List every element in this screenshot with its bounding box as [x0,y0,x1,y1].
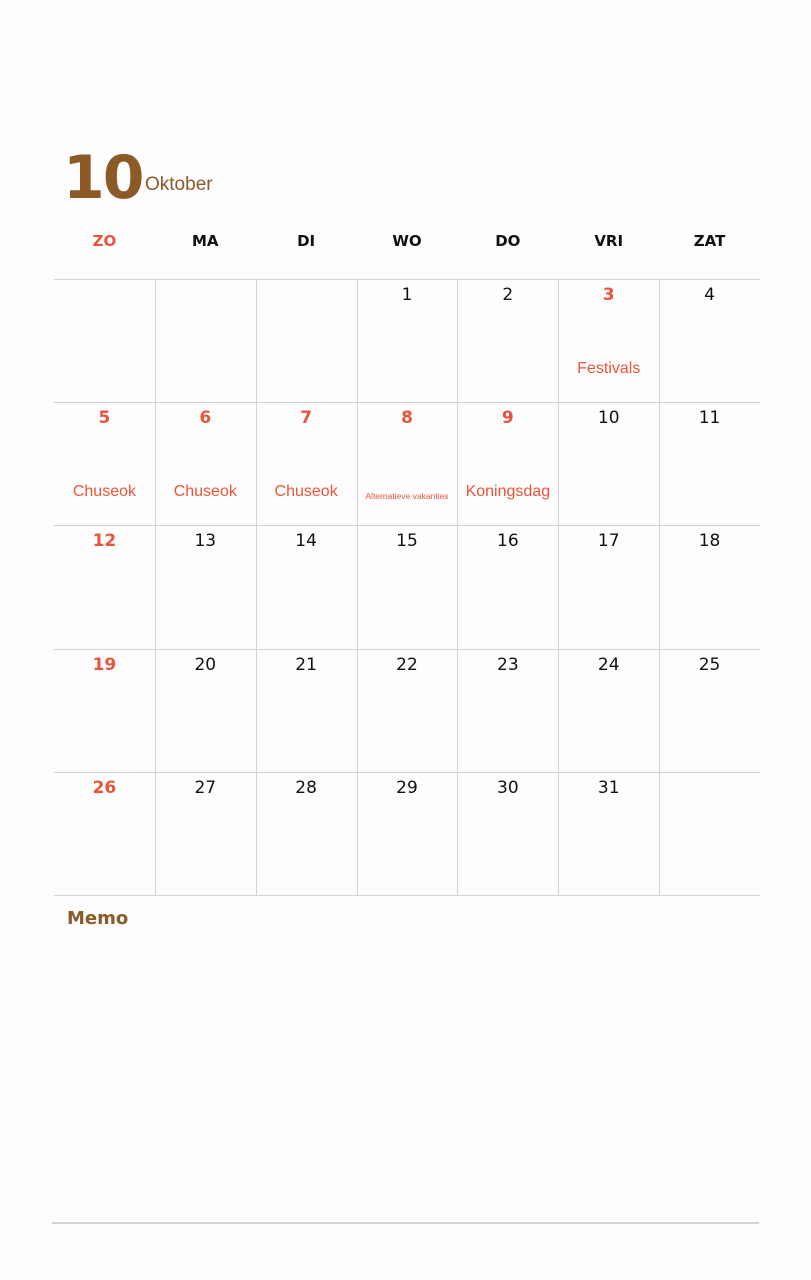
holiday-label: Chuseok [173,483,237,501]
day-cell[interactable] [256,649,357,772]
weekday-header-row [54,228,760,254]
day-number: 11 [698,408,721,429]
day-cell[interactable] [155,772,256,895]
day-number: 30 [497,777,519,798]
day-number: 29 [396,777,418,798]
day-number: 21 [295,654,317,675]
holiday-label: Alternatieve vakanties [365,491,449,502]
empty-day-cell [659,772,760,895]
empty-day-cell [54,279,155,402]
day-number: 14 [295,531,317,552]
day-cell[interactable] [357,525,458,648]
empty-day-cell [256,279,357,402]
day-number: 3 [602,285,615,305]
day-cell[interactable] [357,649,458,772]
empty-day-cell [155,279,256,402]
day-number: 4 [704,285,715,305]
weekday-tuesday: DI [297,232,316,250]
day-cell[interactable] [54,772,155,895]
weekday-wednesday: WO [392,232,422,250]
holiday-label: Festivals [577,360,641,377]
memo-line [52,1222,759,1224]
day-cell[interactable] [54,402,155,525]
day-cell[interactable] [558,402,659,525]
day-cell[interactable] [457,649,558,772]
holiday-label: Koningsdag [465,483,551,501]
day-number: 25 [698,654,721,675]
day-number: 16 [497,531,519,552]
day-number: 23 [497,654,519,675]
day-number: 22 [396,654,418,675]
day-cell[interactable] [155,402,256,525]
day-cell[interactable] [54,649,155,772]
grid-horizontal-line [54,895,760,896]
day-number: 26 [92,777,117,798]
day-number: 18 [698,531,721,552]
day-number: 28 [295,777,317,798]
day-cell[interactable] [457,772,558,895]
day-number: 7 [300,408,313,429]
day-cell[interactable] [357,772,458,895]
weekday-thursday: DO [495,232,521,250]
day-cell[interactable] [558,649,659,772]
day-cell[interactable] [155,525,256,648]
day-number: 9 [501,408,514,429]
day-cell[interactable] [155,649,256,772]
day-number: 1 [401,285,413,305]
weekday-saturday: ZAT [693,232,726,250]
day-cell[interactable] [357,402,458,525]
day-cell[interactable] [659,279,760,402]
day-cell[interactable] [54,525,155,648]
day-cell[interactable] [256,772,357,895]
day-number: 10 [597,408,620,429]
day-number: 19 [92,654,117,675]
weekday-friday: VRI [594,232,624,250]
month-name: Oktober [145,174,213,195]
day-cell[interactable] [659,525,760,648]
day-cell[interactable] [659,402,760,525]
day-cell[interactable] [256,525,357,648]
day-number: 31 [597,777,620,798]
day-number: 2 [502,285,514,305]
weekday-monday: MA [191,232,219,250]
day-cell[interactable] [558,279,659,402]
day-cell[interactable] [357,279,458,402]
month-number: 10 [63,143,143,213]
holiday-label: Chuseok [274,483,338,501]
weekday-sunday: ZO [92,232,117,250]
day-number: 8 [401,408,413,429]
day-cell[interactable] [558,525,659,648]
day-number: 5 [98,408,111,429]
holiday-label: Chuseok [72,483,136,501]
day-number: 17 [597,531,620,552]
day-number: 20 [194,654,217,675]
day-cell[interactable] [457,525,558,648]
day-cell[interactable] [457,279,558,402]
day-number: 13 [194,531,217,552]
memo-label: Memo [67,908,129,929]
day-cell[interactable] [659,649,760,772]
day-cell[interactable] [457,402,558,525]
day-number: 6 [199,408,212,429]
day-number: 27 [194,777,217,798]
day-number: 24 [597,654,620,675]
day-number: 12 [92,531,117,552]
day-cell[interactable] [256,402,357,525]
day-number: 15 [396,531,418,552]
day-cell[interactable] [558,772,659,895]
calendar-grid [54,279,760,895]
